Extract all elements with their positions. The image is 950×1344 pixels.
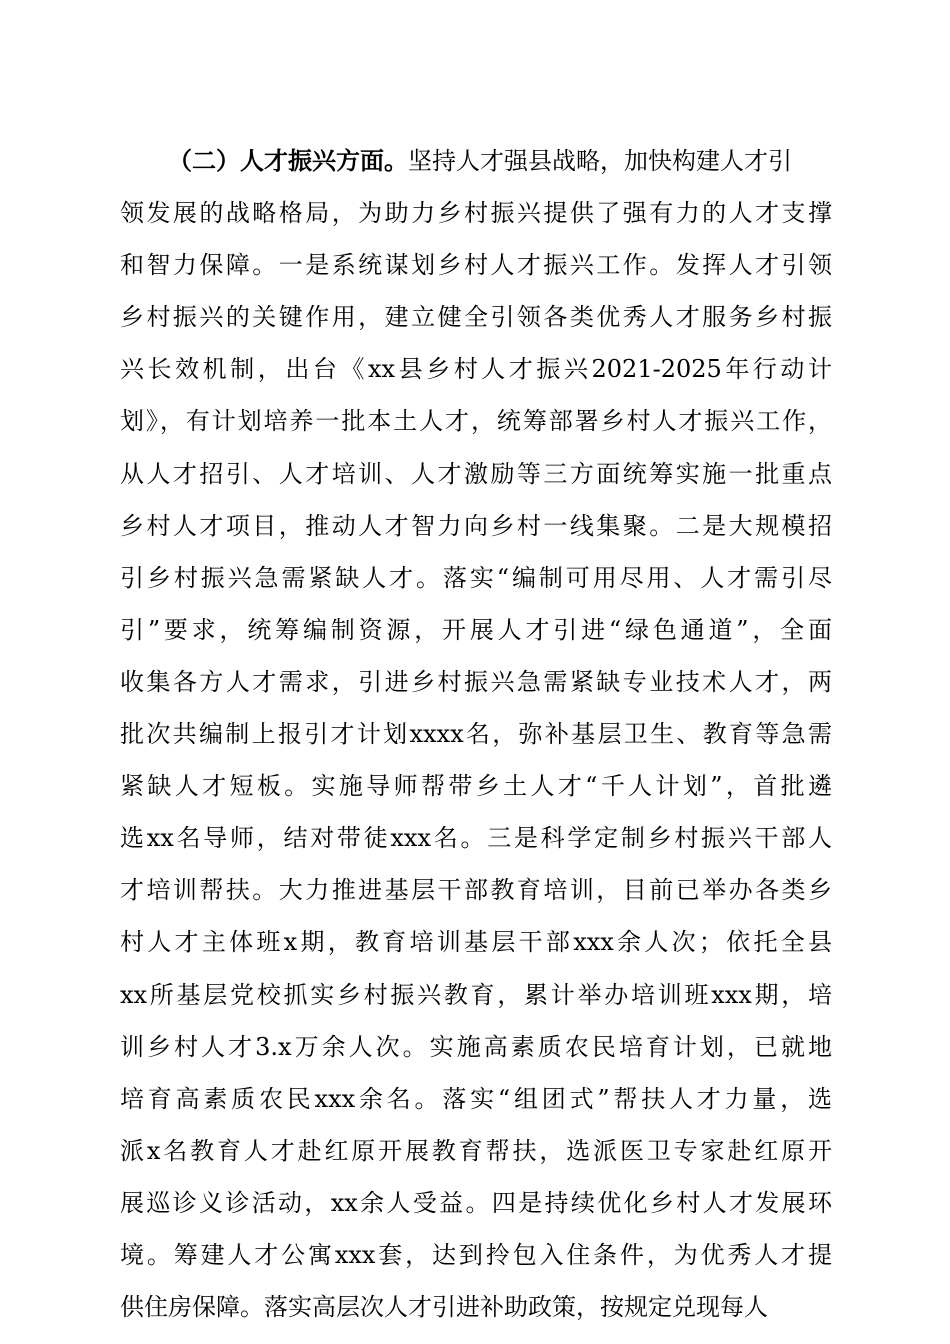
paragraph-line bbox=[120, 135, 832, 187]
paragraph-line: 乡村振兴的关键作用，建立健全引领各类优秀人才服务乡村振 bbox=[120, 303, 832, 332]
paragraph-line: 境。筹建人才公寓xxx套，达到拎包入住条件，为优秀人才提 bbox=[120, 1240, 832, 1269]
paragraph-line: 划》，有计划培养一批本土人才，统筹部署乡村人才振兴工作， bbox=[120, 407, 832, 436]
paragraph-line: 引”要求，统筹编制资源，开展人才引进“绿色通道”，全面 bbox=[120, 615, 832, 644]
paragraph-line: 引乡村振兴急需紧缺人才。落实“编制可用尽用、人才需引尽 bbox=[120, 563, 832, 592]
paragraph-line: 才培训帮扶。大力推进基层干部教育培训，目前已举办各类乡 bbox=[120, 876, 832, 905]
paragraph-line: 村人才主体班x期，教育培训基层干部xxx余人次；依托全县 bbox=[120, 928, 832, 957]
paragraph-line: 和智力保障。一是系统谋划乡村人才振兴工作。发挥人才引领 bbox=[120, 251, 832, 280]
paragraph-line: 紧缺人才短板。实施导师帮带乡土人才“千人计划”，首批遴 bbox=[120, 772, 832, 801]
paragraph-line: 批次共编制上报引才计划xxxx名，弥补基层卫生、教育等急需 bbox=[120, 720, 832, 749]
paragraph-line: 派x名教育人才赴红原开展教育帮扶，选派医卫专家赴红原开 bbox=[120, 1136, 832, 1165]
paragraph-line: xx所基层党校抓实乡村振兴教育，累计举办培训班xxx期，培 bbox=[120, 980, 832, 1009]
paragraph-line: 乡村人才项目，推动人才智力向乡村一线集聚。二是大规模招 bbox=[120, 511, 832, 540]
body-paragraph bbox=[120, 135, 832, 1333]
line-text: 坚持人才强县战略，加快构建人才引 bbox=[408, 147, 792, 175]
paragraph-line: 领发展的战略格局，为助力乡村振兴提供了强有力的人才支撑 bbox=[120, 199, 832, 228]
paragraph-line: 收集各方人才需求，引进乡村振兴急需紧缺专业技术人才，两 bbox=[120, 667, 832, 696]
paragraph-line: 培育高素质农民xxx余名。落实“组团式”帮扶人才力量，选 bbox=[120, 1084, 832, 1113]
paragraph-line: 供住房保障。落实高层次人才引进补助政策，按规定兑现每人 bbox=[120, 1293, 768, 1322]
paragraph-line: 选xx名导师，结对带徒xxx名。三是科学定制乡村振兴干部人 bbox=[120, 824, 832, 853]
paragraph-line: 兴长效机制，出台《xx县乡村人才振兴2021-2025年行动计 bbox=[120, 355, 832, 384]
section-heading: （二）人才振兴方面。 bbox=[168, 146, 408, 175]
paragraph-line: 训乡村人才3.x万余人次。实施高素质农民培育计划，已就地 bbox=[120, 1032, 832, 1061]
paragraph-line: 展巡诊义诊活动，xx余人受益。四是持续优化乡村人才发展环 bbox=[120, 1188, 832, 1217]
paragraph-line: 从人才招引、人才培训、人才激励等三方面统筹实施一批重点 bbox=[120, 459, 832, 488]
